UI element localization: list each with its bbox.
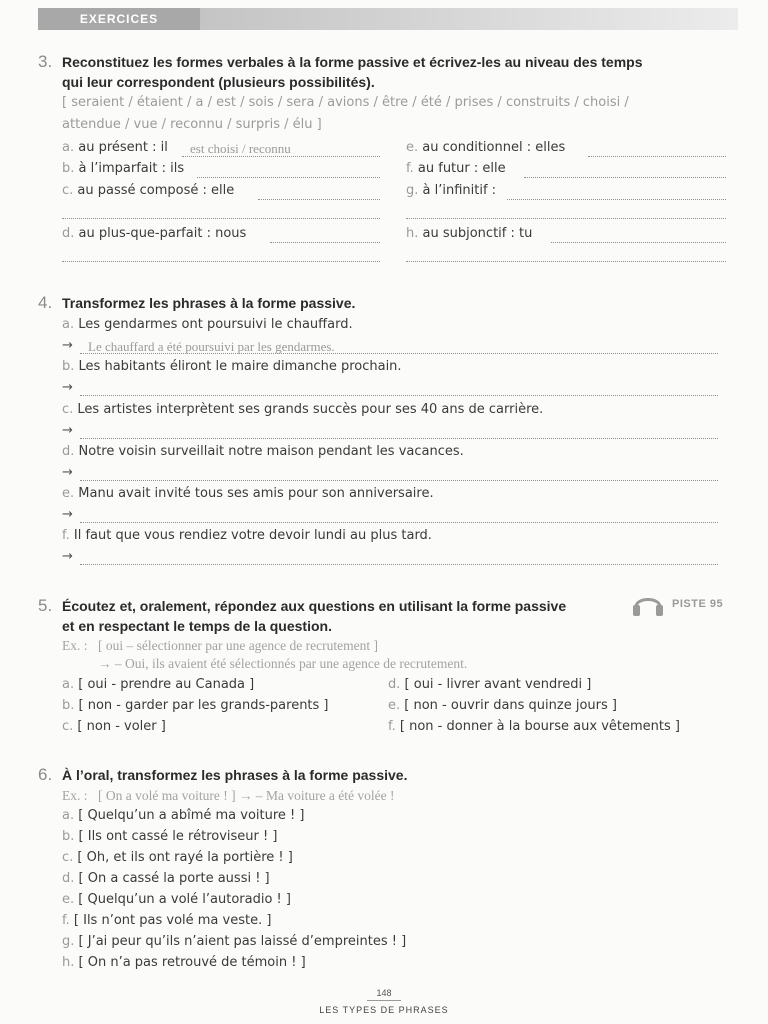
- arrow-icon: →: [62, 507, 73, 522]
- answer-line[interactable]: [258, 199, 380, 200]
- exercise-number: 4.: [38, 293, 53, 312]
- exercise-item: c. Les artistes interprètent ses grands succès pour ses 40 ans de carrière.: [62, 402, 544, 417]
- exercise-item: c. [ Oh, et ils ont rayé la portière ! ]: [62, 850, 293, 865]
- exercise-item: a. [ oui - prendre au Canada ]: [62, 677, 255, 692]
- track-label: PISTE 95: [672, 598, 724, 610]
- exercise-number: 3.: [38, 52, 53, 71]
- exercise-instruction: Reconstituez les formes verbales à la forme passive et écrivez-les au niveau des temps: [62, 54, 643, 70]
- example-text: [ oui – sélectionner par une agence de recrutement ]: [98, 638, 378, 653]
- exercise-item: g. [ J’ai peur qu’ils n’aient pas laissé d’empreintes ! ]: [62, 934, 407, 949]
- example-label: Ex. :: [62, 788, 88, 803]
- section-label: EXERCICES: [38, 8, 200, 30]
- exercise-item: f. au futur : elle: [406, 161, 506, 176]
- answer-line[interactable]: [80, 564, 718, 565]
- exercise-item: d. Notre voisin surveillait notre maison pendant les vacances.: [62, 444, 464, 459]
- example-label: Ex. :: [62, 638, 88, 653]
- exercise-item: f. Il faut que vous rendiez votre devoir lundi au plus tard.: [62, 528, 432, 543]
- exercise-instruction: Écoutez et, oralement, répondez aux questions en utilisant la forme passive: [62, 598, 567, 614]
- exercise-instruction: et en respectant le temps de la question.: [62, 618, 332, 634]
- sample-answer: Le chauffard a été poursuivi par les gendarmes.: [88, 339, 335, 354]
- exercise-number: 6.: [38, 765, 53, 784]
- answer-line[interactable]: [524, 177, 726, 178]
- exercise-item: b. à l’imparfait : ils: [62, 161, 185, 176]
- footer-divider: [367, 1000, 401, 1001]
- exercise-item: b. [ Ils ont cassé le rétroviseur ! ]: [62, 829, 278, 844]
- exercise-item: f. [ non - donner à la bourse aux vêtements ]: [388, 719, 680, 734]
- arrow-icon: →: [62, 380, 73, 395]
- sample-answer: est choisi / reconnu: [190, 141, 291, 156]
- exercise-item: d. [ On a cassé la porte aussi ! ]: [62, 871, 270, 886]
- example-text: [ On a volé ma voiture ! ] → – Ma voiture a été volée !: [98, 788, 395, 803]
- word-list: attendue / vue / reconnu / surpris / élu ]: [62, 117, 322, 132]
- exercise-instruction: qui leur correspondent (plusieurs possibilités).: [62, 74, 375, 90]
- answer-line[interactable]: [80, 522, 718, 523]
- page-number: 148: [376, 988, 392, 998]
- exercise-item: a. au présent : il: [62, 140, 168, 155]
- answer-line[interactable]: [80, 395, 718, 396]
- exercise-item: c. [ non - voler ]: [62, 719, 166, 734]
- exercise-item: e. [ Quelqu’un a volé l’autoradio ! ]: [62, 892, 291, 907]
- exercise-item: d. [ oui - livrer avant vendredi ]: [388, 677, 592, 692]
- exercise-instruction: À l’oral, transformez les phrases à la forme passive.: [62, 767, 408, 783]
- answer-line[interactable]: [62, 261, 380, 262]
- answer-line[interactable]: [406, 218, 726, 219]
- answer-line[interactable]: [507, 199, 726, 200]
- exercise-number: 5.: [38, 596, 53, 615]
- example-answer: → – Oui, ils avaient été sélectionnés par une agence de recrutement.: [98, 656, 468, 671]
- answer-line[interactable]: [182, 156, 380, 157]
- exercise-instruction: Transformez les phrases à la forme passive.: [62, 295, 356, 311]
- exercise-item: a. Les gendarmes ont poursuivi le chauffard.: [62, 317, 353, 332]
- exercise-item: e. [ non - ouvrir dans quinze jours ]: [388, 698, 617, 713]
- exercise-item: g. à l’infinitif :: [406, 183, 497, 198]
- running-footer: LES TYPES DE PHRASES: [319, 1005, 449, 1015]
- answer-line[interactable]: [80, 438, 718, 439]
- exercise-item: b. Les habitants éliront le maire dimanche prochain.: [62, 359, 402, 374]
- arrow-icon: →: [62, 465, 73, 480]
- answer-line[interactable]: [270, 242, 380, 243]
- exercise-item: h. [ On n’a pas retrouvé de témoin ! ]: [62, 955, 306, 970]
- exercise-item: e. au conditionnel : elles: [406, 140, 566, 155]
- answer-line[interactable]: [551, 242, 726, 243]
- exercise-item: e. Manu avait invité tous ses amis pour son anniversaire.: [62, 486, 434, 501]
- exercise-item: h. au subjonctif : tu: [406, 226, 533, 241]
- exercise-item: c. au passé composé : elle: [62, 183, 235, 198]
- answer-line[interactable]: [80, 353, 718, 354]
- word-list: [ seraient / étaient / a / est / sois / sera / avions / être / été / prises / construits / choisi /: [62, 95, 629, 110]
- answer-line[interactable]: [406, 261, 726, 262]
- answer-line[interactable]: [80, 480, 718, 481]
- exercise-item: f. [ Ils n’ont pas volé ma veste. ]: [62, 913, 272, 928]
- arrow-icon: →: [62, 338, 73, 353]
- answer-line[interactable]: [62, 218, 380, 219]
- exercise-item: d. au plus-que-parfait : nous: [62, 226, 247, 241]
- exercise-item: b. [ non - garder par les grands-parents ]: [62, 698, 329, 713]
- answer-line[interactable]: [588, 156, 726, 157]
- headphones-icon[interactable]: [630, 591, 666, 621]
- arrow-icon: →: [62, 549, 73, 564]
- answer-line[interactable]: [197, 177, 380, 178]
- exercise-item: a. [ Quelqu’un a abîmé ma voiture ! ]: [62, 808, 305, 823]
- arrow-icon: →: [62, 423, 73, 438]
